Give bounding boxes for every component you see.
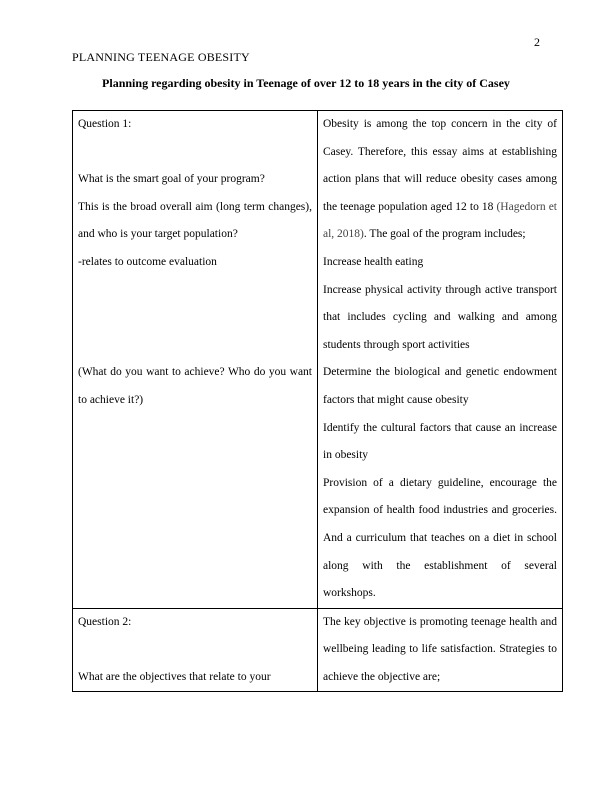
answer-item: Increase health eating [323, 255, 424, 268]
question-cell [73, 608, 318, 692]
question-text: What is the smart goal of your program? [78, 173, 265, 186]
answer-text: The key objective is promoting teenage health and wellbeing leading to life satisfaction. Strategies to achieve the objective are; [323, 615, 557, 683]
question-label: Question 1: [78, 118, 132, 130]
running-head: PLANNING TEENAGE OBESITY [72, 50, 250, 64]
citation: (Hagedorn et al, 2018) [323, 200, 557, 241]
answer-intro [323, 111, 557, 249]
question-detail: This is the broad overall aim (long term changes), and who is your target population? [78, 200, 312, 241]
question-prompt: (What do you want to achieve? Who do you want to achieve it?) [78, 366, 312, 406]
question-text: What are the objectives that relate to your [78, 670, 271, 683]
question-answer-table [72, 110, 563, 692]
answer-item: Identify the cultural factors that cause an increase in obesity [323, 421, 557, 462]
table-row [73, 111, 563, 609]
question-note: -relates to outcome evaluation [78, 255, 217, 268]
answer-intro-text: Obesity is among the top concern in the city of Casey. Therefore, this essay aims at establishing action plans that will reduce obesity cases among the teenage population aged 12 to 18 [323, 118, 557, 213]
question-label: Question 2: [78, 615, 132, 628]
answer-item: Determine the biological and genetic endowment factors that might cause obesity [323, 366, 557, 406]
answer-item: Increase physical activity through active transport that includes cycling and walking and among students through sport activities [323, 283, 557, 351]
page-number: 2 [534, 35, 540, 49]
table-row [73, 608, 563, 692]
answer-item: Provision of a dietary guideline, encourage the expansion of health food industries and groceries. And a curriculum that teaches on a diet in school along with the establishment of several workshops. [323, 476, 557, 600]
document-title: Planning regarding obesity in Teenage of over 12 to 18 years in the city of Casey [102, 76, 510, 90]
answer-cell [318, 111, 563, 609]
question-cell [73, 111, 318, 609]
answer-intro-text-end: . The goal of the program includes; [363, 228, 526, 241]
answer-cell [318, 608, 563, 692]
